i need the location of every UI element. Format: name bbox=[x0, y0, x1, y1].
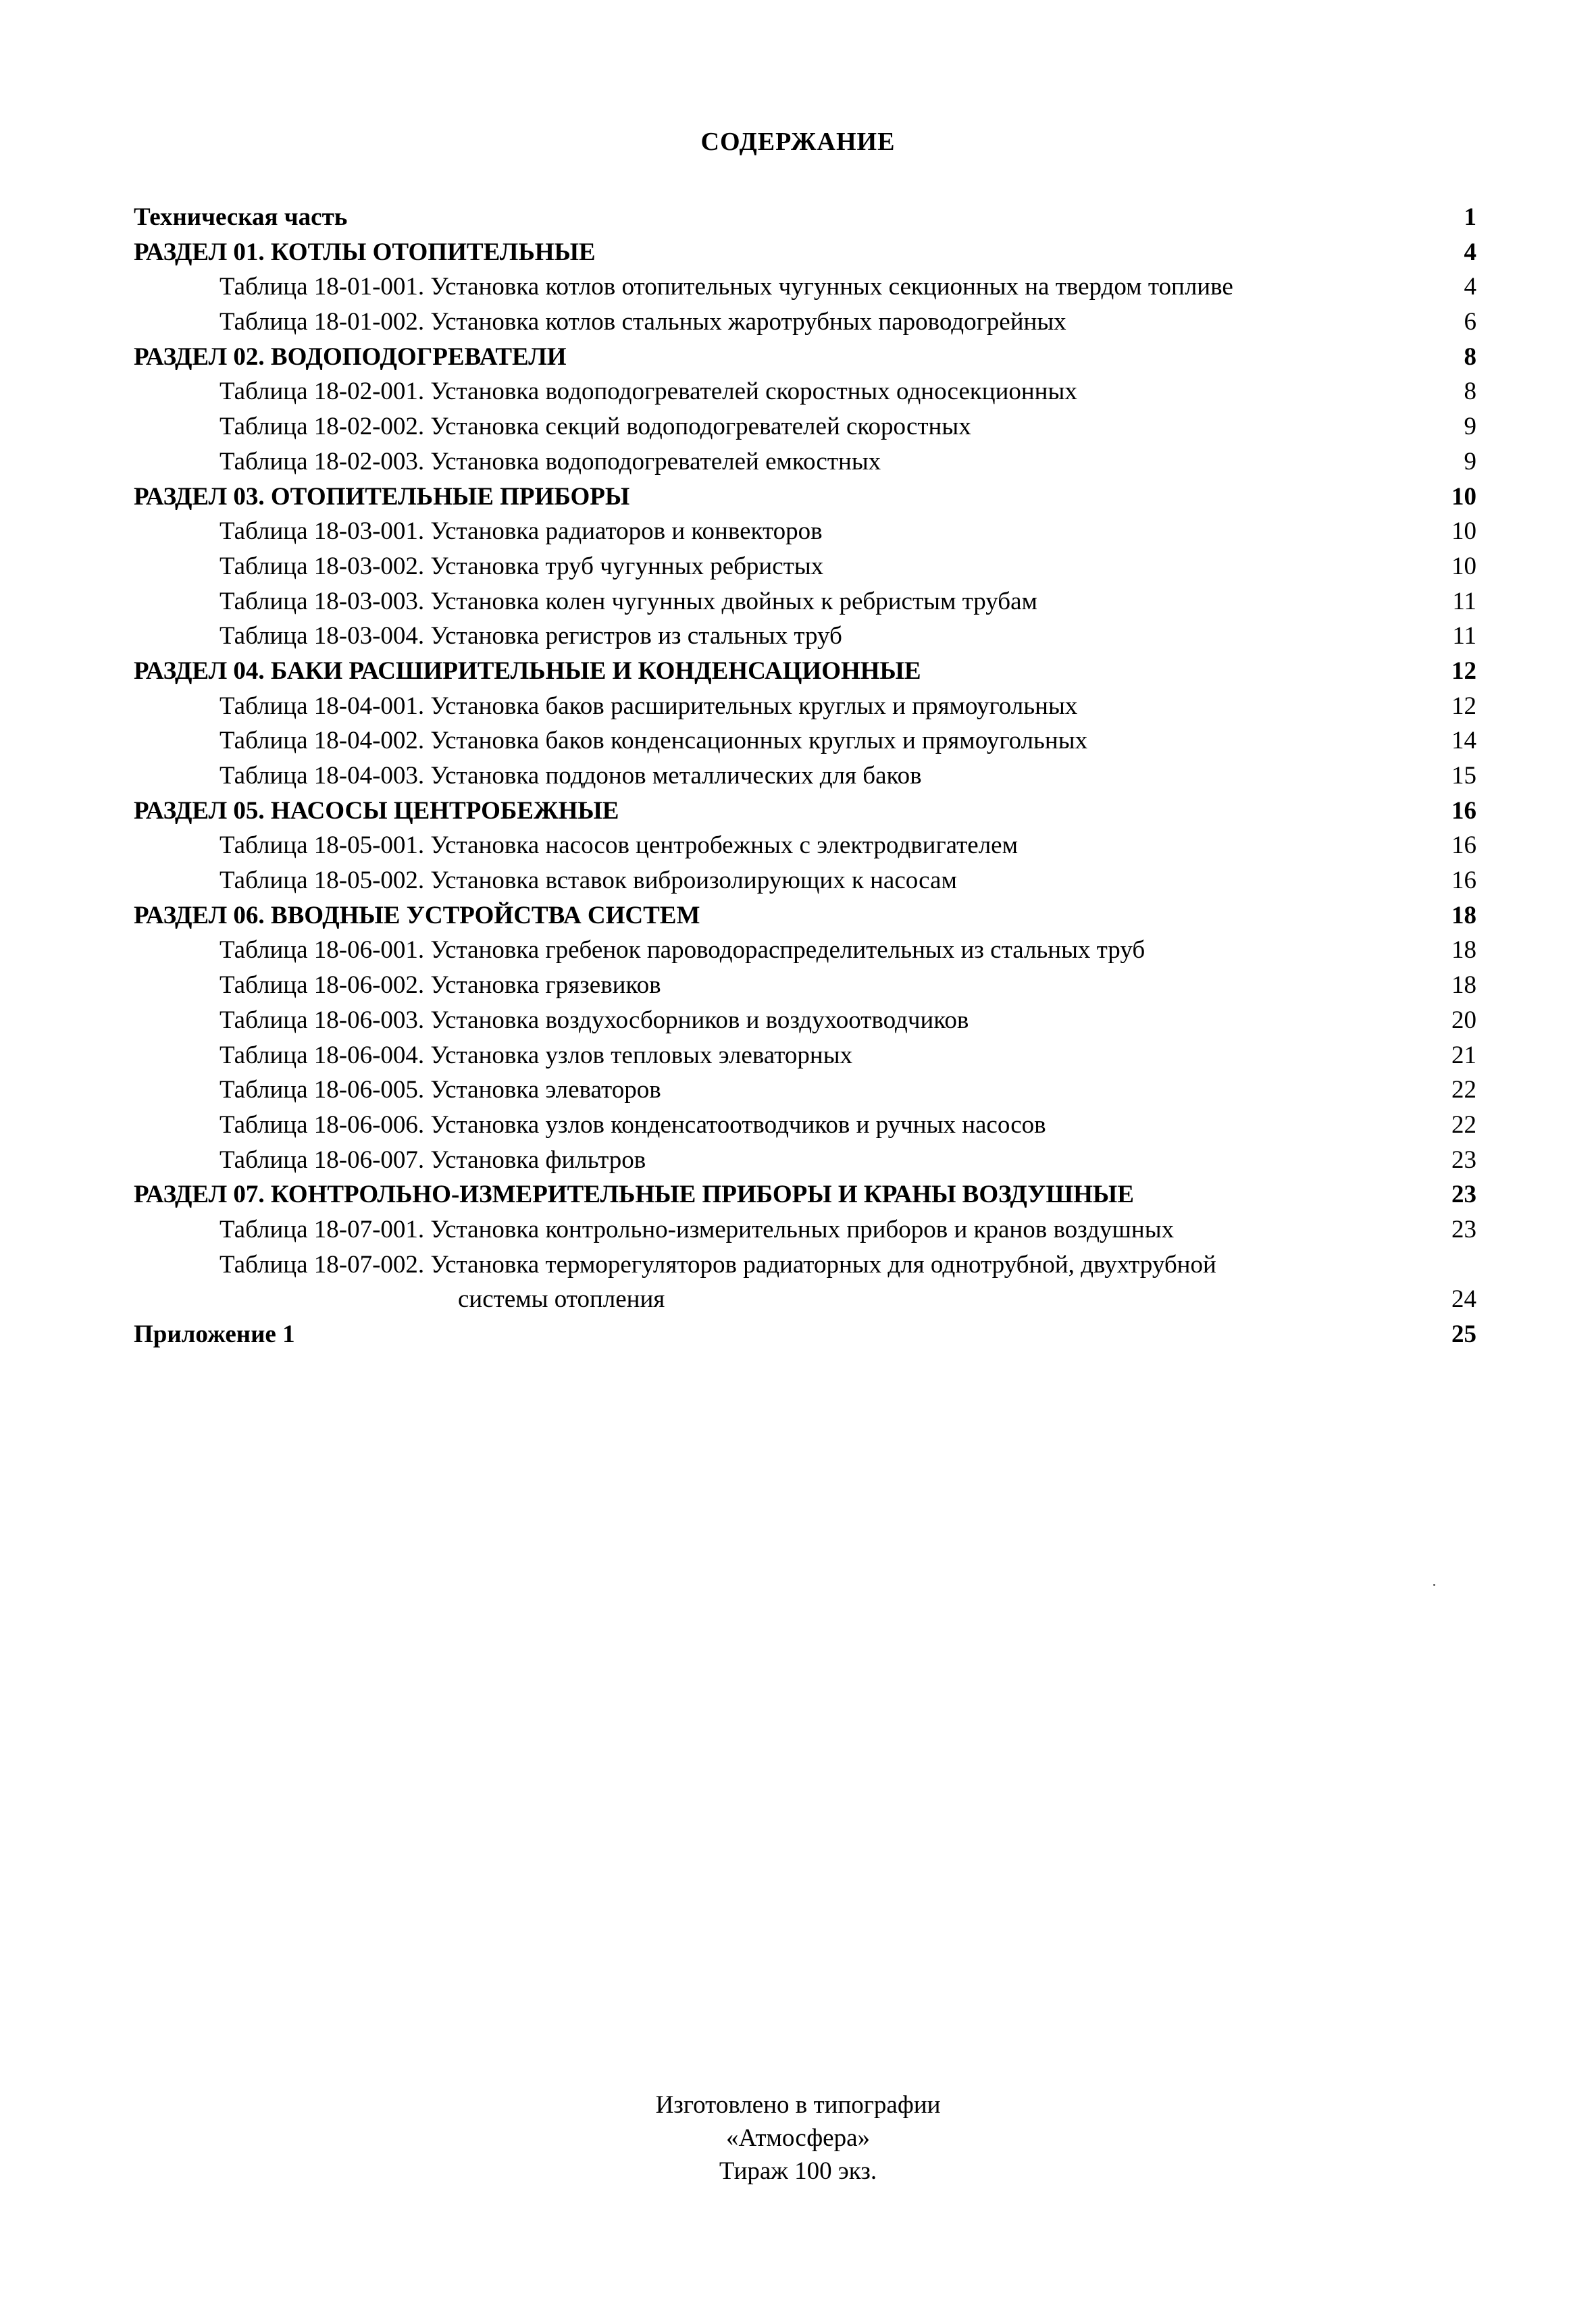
toc-entry-title: системы отопления bbox=[458, 1285, 665, 1314]
toc-entry-title: Техническая часть bbox=[134, 203, 348, 231]
toc-entry-title: Таблица 18-07-002. Установка терморегуляторов радиаторных для однотрубной, двухтрубной bbox=[220, 1250, 1216, 1279]
toc-table-row bbox=[134, 374, 1476, 409]
toc-page-number: 12 bbox=[1451, 692, 1476, 720]
toc-section-row bbox=[134, 1317, 1476, 1352]
toc-section-row bbox=[134, 794, 1476, 829]
toc-table-row bbox=[134, 1282, 1476, 1317]
toc-entry-title: Таблица 18-06-006. Установка узлов конденсатоотводчиков и ручных насосов bbox=[220, 1110, 1046, 1139]
toc-table-row bbox=[134, 1143, 1476, 1178]
toc-entry-title: Таблица 18-02-001. Установка водоподогревателей скоростных односекционных bbox=[220, 378, 1077, 406]
toc-table-row bbox=[134, 723, 1476, 759]
toc-page-number: 16 bbox=[1451, 796, 1476, 825]
toc-table-row bbox=[134, 514, 1476, 549]
toc-page-number: 12 bbox=[1451, 657, 1476, 685]
toc-page-number: 11 bbox=[1452, 622, 1476, 650]
toc-entry-title: Таблица 18-03-001. Установка радиаторов и конвекторов bbox=[220, 517, 823, 546]
toc-entry-title: Таблица 18-01-001. Установка котлов отопительных чугунных секционных на твердом топливе bbox=[220, 273, 1233, 301]
toc-entry-title: Таблица 18-06-003. Установка воздухосборников и воздухоотводчиков bbox=[220, 1006, 969, 1034]
toc-table-row bbox=[134, 1038, 1476, 1073]
toc-entry-title: Таблица 18-06-002. Установка грязевиков bbox=[220, 971, 661, 1000]
toc-page-number: 10 bbox=[1451, 482, 1476, 511]
toc-page-number: 18 bbox=[1451, 936, 1476, 965]
toc-section-row bbox=[134, 340, 1476, 375]
toc-section-row bbox=[134, 1177, 1476, 1212]
toc-table-row bbox=[134, 619, 1476, 654]
toc-page-number: 18 bbox=[1451, 971, 1476, 1000]
toc-page-number: 24 bbox=[1451, 1285, 1476, 1314]
toc-section-row bbox=[134, 654, 1476, 689]
toc-page-number: 4 bbox=[1464, 238, 1476, 266]
toc-entry-title: Таблица 18-03-002. Установка труб чугунных ребристых bbox=[220, 552, 824, 580]
toc-entry-title: Таблица 18-06-004. Установка узлов тепловых элеваторных bbox=[220, 1041, 853, 1069]
toc-page-number: 23 bbox=[1451, 1181, 1476, 1209]
toc-section-row bbox=[134, 480, 1476, 515]
toc-entry-title: Таблица 18-07-001. Установка контрольно-измерительных приборов и кранов воздушных bbox=[220, 1215, 1175, 1243]
toc-table-row bbox=[134, 863, 1476, 898]
toc-entry-title: Таблица 18-03-004. Установка регистров из стальных труб bbox=[220, 622, 842, 650]
toc-table-row bbox=[134, 828, 1476, 863]
toc-page-number: 18 bbox=[1451, 901, 1476, 929]
toc-section-row bbox=[134, 235, 1476, 270]
toc-page-number: 22 bbox=[1451, 1076, 1476, 1104]
toc-entry-title: Таблица 18-02-003. Установка водоподогревателей емкостных bbox=[220, 447, 881, 475]
imprint-line-company: «Атмосфера» bbox=[725, 2124, 871, 2152]
toc-entry-title: Таблица 18-01-002. Установка котлов стальных жаротрубных пароводогрейных bbox=[220, 308, 1066, 336]
toc-page-number: 21 bbox=[1451, 1041, 1476, 1069]
toc-section-row bbox=[134, 898, 1476, 933]
toc-page-number: 8 bbox=[1464, 378, 1476, 406]
toc-page-number: 8 bbox=[1464, 342, 1476, 371]
toc-entry-title: Таблица 18-05-002. Установка вставок виброизолирующих к насосам bbox=[220, 867, 957, 895]
toc-table-row bbox=[134, 584, 1476, 619]
toc-table-row bbox=[134, 1003, 1476, 1038]
toc-page-number: 16 bbox=[1451, 831, 1476, 860]
toc-page-number: 10 bbox=[1451, 517, 1476, 546]
toc-page-number: 23 bbox=[1451, 1146, 1476, 1174]
toc-table-row bbox=[134, 689, 1476, 724]
toc-page-number: 16 bbox=[1451, 867, 1476, 895]
printing-imprint bbox=[0, 2088, 1596, 2188]
toc-table-row bbox=[134, 759, 1476, 794]
toc-page-number: 9 bbox=[1464, 413, 1476, 441]
toc-page-number: 9 bbox=[1464, 447, 1476, 475]
stray-dot bbox=[1433, 1584, 1435, 1586]
toc-table-row bbox=[134, 1108, 1476, 1143]
toc-page-number: 22 bbox=[1451, 1110, 1476, 1139]
toc-table-row bbox=[134, 444, 1476, 480]
toc-entry-title: Таблица 18-05-001. Установка насосов центробежных с электродвигателем bbox=[220, 831, 1018, 860]
toc-page-number: 20 bbox=[1451, 1006, 1476, 1034]
page-title: СОДЕРЖАНИЕ bbox=[700, 128, 896, 156]
toc-table-row bbox=[134, 1212, 1476, 1248]
toc-entry-title: РАЗДЕЛ 06. ВВОДНЫЕ УСТРОЙСТВА СИСТЕМ bbox=[134, 901, 700, 929]
toc-entry-title: Таблица 18-04-001. Установка баков расширительных круглых и прямоугольных bbox=[220, 692, 1078, 720]
toc-table-row bbox=[134, 968, 1476, 1003]
toc-page-number: 6 bbox=[1464, 308, 1476, 336]
toc-page-number: 14 bbox=[1451, 727, 1476, 755]
toc-page-number: 4 bbox=[1464, 273, 1476, 301]
toc-page-number: 10 bbox=[1451, 552, 1476, 580]
toc-table-row bbox=[134, 1073, 1476, 1108]
toc-page-number: 11 bbox=[1452, 587, 1476, 615]
toc-page-number: 15 bbox=[1451, 762, 1476, 790]
toc-entry-title: Таблица 18-04-003. Установка поддонов металлических для баков bbox=[220, 762, 922, 790]
imprint-line-circulation: Тираж 100 экз. bbox=[719, 2157, 877, 2185]
toc-page-number: 25 bbox=[1451, 1320, 1476, 1348]
toc-entry-title: РАЗДЕЛ 01. КОТЛЫ ОТОПИТЕЛЬНЫЕ bbox=[134, 238, 596, 266]
toc-table-row bbox=[134, 269, 1476, 305]
imprint-line-printer: Изготовлено в типографии bbox=[655, 2091, 941, 2119]
toc-entry-title: Таблица 18-06-001. Установка гребенок пароводораспределительных из стальных труб bbox=[220, 936, 1145, 965]
toc-entry-title: РАЗДЕЛ 03. ОТОПИТЕЛЬНЫЕ ПРИБОРЫ bbox=[134, 482, 630, 511]
toc-table-row bbox=[134, 549, 1476, 584]
toc-section-row bbox=[134, 200, 1476, 235]
table-of-contents bbox=[134, 200, 1476, 1352]
toc-entry-title: Таблица 18-06-005. Установка элеваторов bbox=[220, 1076, 661, 1104]
toc-entry-title: РАЗДЕЛ 05. НАСОСЫ ЦЕНТРОБЕЖНЫЕ bbox=[134, 796, 619, 825]
toc-table-row bbox=[134, 409, 1476, 444]
toc-entry-title: РАЗДЕЛ 02. ВОДОПОДОГРЕВАТЕЛИ bbox=[134, 342, 567, 371]
toc-entry-title: РАЗДЕЛ 07. КОНТРОЛЬНО-ИЗМЕРИТЕЛЬНЫЕ ПРИБОРЫ И КРАНЫ ВОЗДУШНЫЕ bbox=[134, 1181, 1134, 1209]
toc-page-number: 1 bbox=[1464, 203, 1476, 231]
toc-entry-title: Таблица 18-03-003. Установка колен чугунных двойных к ребристым трубам bbox=[220, 587, 1037, 615]
toc-page-number: 23 bbox=[1451, 1215, 1476, 1243]
toc-entry-title: РАЗДЕЛ 04. БАКИ РАСШИРИТЕЛЬНЫЕ И КОНДЕНСАЦИОННЫЕ bbox=[134, 657, 921, 685]
toc-entry-title: Таблица 18-06-007. Установка фильтров bbox=[220, 1146, 646, 1174]
toc-table-row bbox=[134, 933, 1476, 968]
toc-entry-title: Таблица 18-02-002. Установка секций водоподогревателей скоростных bbox=[220, 413, 971, 441]
toc-table-row bbox=[134, 305, 1476, 340]
toc-table-row bbox=[134, 1248, 1476, 1283]
toc-entry-title: Таблица 18-04-002. Установка баков конденсационных круглых и прямоугольных bbox=[220, 727, 1088, 755]
toc-entry-title: Приложение 1 bbox=[134, 1320, 295, 1348]
